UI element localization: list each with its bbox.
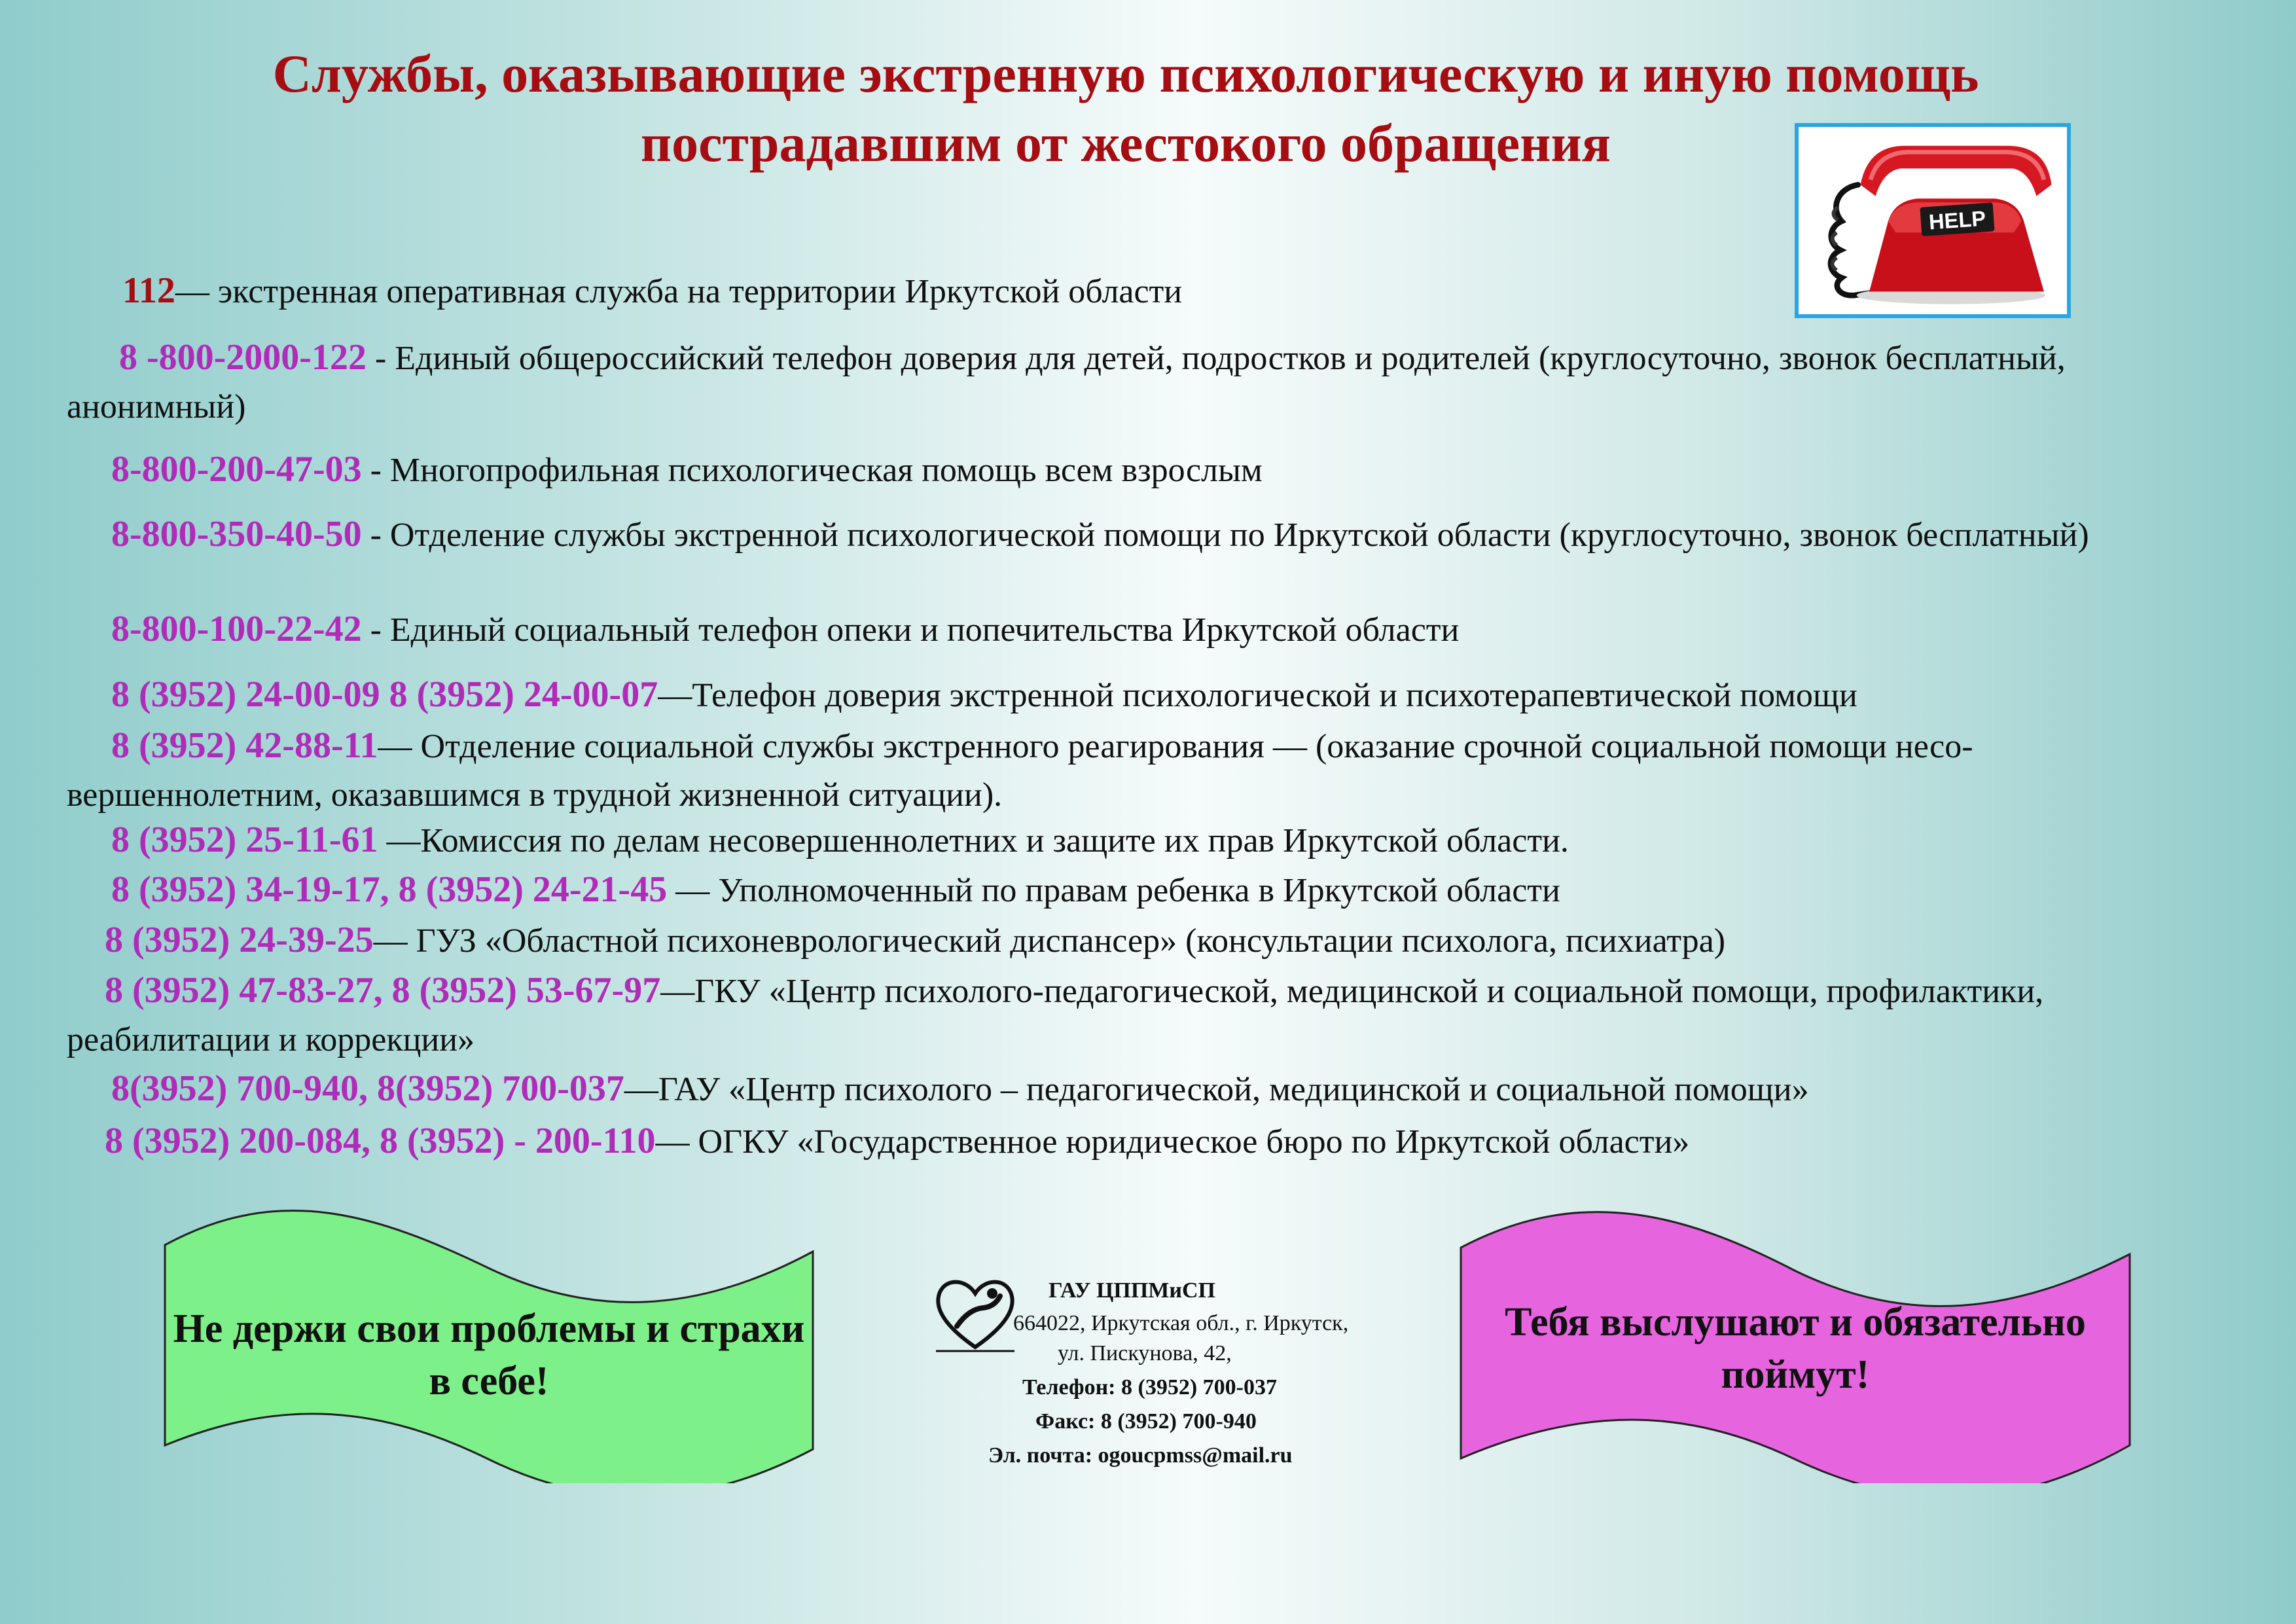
list-item xyxy=(67,445,2227,495)
title-line-2: пострадавшим от жестокого обращения xyxy=(640,113,1611,173)
phone-number: 8 -800-2000-122 xyxy=(119,337,367,378)
service-description: - Единый общероссийский телефон доверия для детей, подростков и родителей (круглосуточно, звонок бесплатный, анонимный) xyxy=(67,340,2066,425)
list-item xyxy=(67,333,2227,431)
org-address-line-1: 664022, Иркутская обл., г. Иркутск, xyxy=(1013,1311,1349,1335)
service-description: — Отделение социальной службы экстренного реагирования — (оказание срочной социальной помощи несо-вершеннолетним, оказавшимся в трудной жизненной ситуации). xyxy=(67,728,1973,814)
organization-contacts xyxy=(929,1270,1407,1492)
service-description: — ОГКУ «Государственное юридическое бюро по Иркутской области» xyxy=(655,1123,1690,1161)
list-item xyxy=(67,721,2227,820)
help-label: HELP xyxy=(1928,206,1987,234)
list-item xyxy=(67,816,2227,865)
service-description: — Уполномоченный по правам ребенка в Иркутской области xyxy=(667,872,1560,909)
org-fax: Факс: 8 (3952) 700-940 xyxy=(1035,1409,1257,1434)
list-item xyxy=(67,1117,2227,1166)
phone-number: 8-800-100-22-42 xyxy=(111,609,362,649)
service-description: —ГКУ «Центр психолого-педагогической, медицинской и социальной помощи, профилактики, реабилитации и коррекции» xyxy=(67,973,2044,1058)
service-description: —Телефон доверия экстренной психологической и психотерапевтической помощи xyxy=(658,677,1857,714)
list-item xyxy=(67,966,2227,1064)
list-item xyxy=(67,605,2227,655)
phone-number: 8-800-200-47-03 xyxy=(111,449,362,490)
phone-number: 8 (3952) 24-00-09 8 (3952) 24-00-07 xyxy=(111,674,658,715)
list-item xyxy=(67,510,2227,560)
heart-hands-logo-icon xyxy=(929,1270,1021,1355)
phone-number: 8 (3952) 47-83-27, 8 (3952) 53-67-97 xyxy=(105,970,661,1011)
list-item xyxy=(122,266,2282,316)
list-item xyxy=(67,916,2227,965)
service-description: —ГАУ «Центр психолого – педагогической, медицинской и социальной помощи» xyxy=(624,1071,1809,1108)
service-description: - Единый социальный телефон опеки и попечительства Иркутской области xyxy=(361,611,1460,649)
org-email: Эл. почта: ogoucpmss@mail.ru xyxy=(988,1443,1293,1468)
org-address-line-2: ул. Пискунова, 42, xyxy=(1058,1341,1232,1365)
list-item xyxy=(67,865,2227,915)
phone-number: 8 (3952) 200-084, 8 (3952) - 200-110 xyxy=(105,1121,656,1161)
org-phone: Телефон: 8 (3952) 700-037 xyxy=(1022,1375,1277,1399)
service-description: —Комиссия по делам несовершеннолетних и защите их прав Иркутской области. xyxy=(378,822,1569,859)
banner-right-text: Тебя выслушают и обязательно поймут! xyxy=(1505,1300,2086,1397)
service-description: — экстренная оперативная служба на территории Иркутской области xyxy=(175,273,1183,310)
banner-left-text: Не держи свои проблемы и страхи в себе! xyxy=(173,1307,805,1403)
org-name: ГАУ ЦППМиСП xyxy=(1049,1278,1215,1303)
phone-number: 112 xyxy=(122,270,175,311)
service-description: — ГУЗ «Областной психоневрологический диспансер» (консультации психолога, психиатра) xyxy=(373,922,1726,960)
phone-number: 8 (3952) 42-88-11 xyxy=(111,725,378,766)
banner-right xyxy=(1458,1208,2132,1483)
title-line-1: Службы, оказывающие экстренную психологическую и иную помощь xyxy=(272,44,1979,103)
phone-number: 8 (3952) 24-39-25 xyxy=(105,920,374,960)
phone-number: 8 (3952) 25-11-61 xyxy=(111,820,378,860)
service-description: - Отделение службы экстренной психологической помощи по Иркутской области (круглосуточно, звонок бесплатный) xyxy=(361,516,2089,554)
service-description: - Многопрофильная психологическая помощь всем взрослым xyxy=(361,452,1263,489)
phone-number: 8-800-350-40-50 xyxy=(111,514,362,554)
phone-number: 8(3952) 700-940, 8(3952) 700-037 xyxy=(111,1068,624,1109)
list-item xyxy=(67,670,2227,720)
list-item xyxy=(67,1064,2227,1114)
banner-left xyxy=(162,1208,816,1483)
phone-number: 8 (3952) 34-19-17, 8 (3952) 24-21-45 xyxy=(111,869,668,910)
